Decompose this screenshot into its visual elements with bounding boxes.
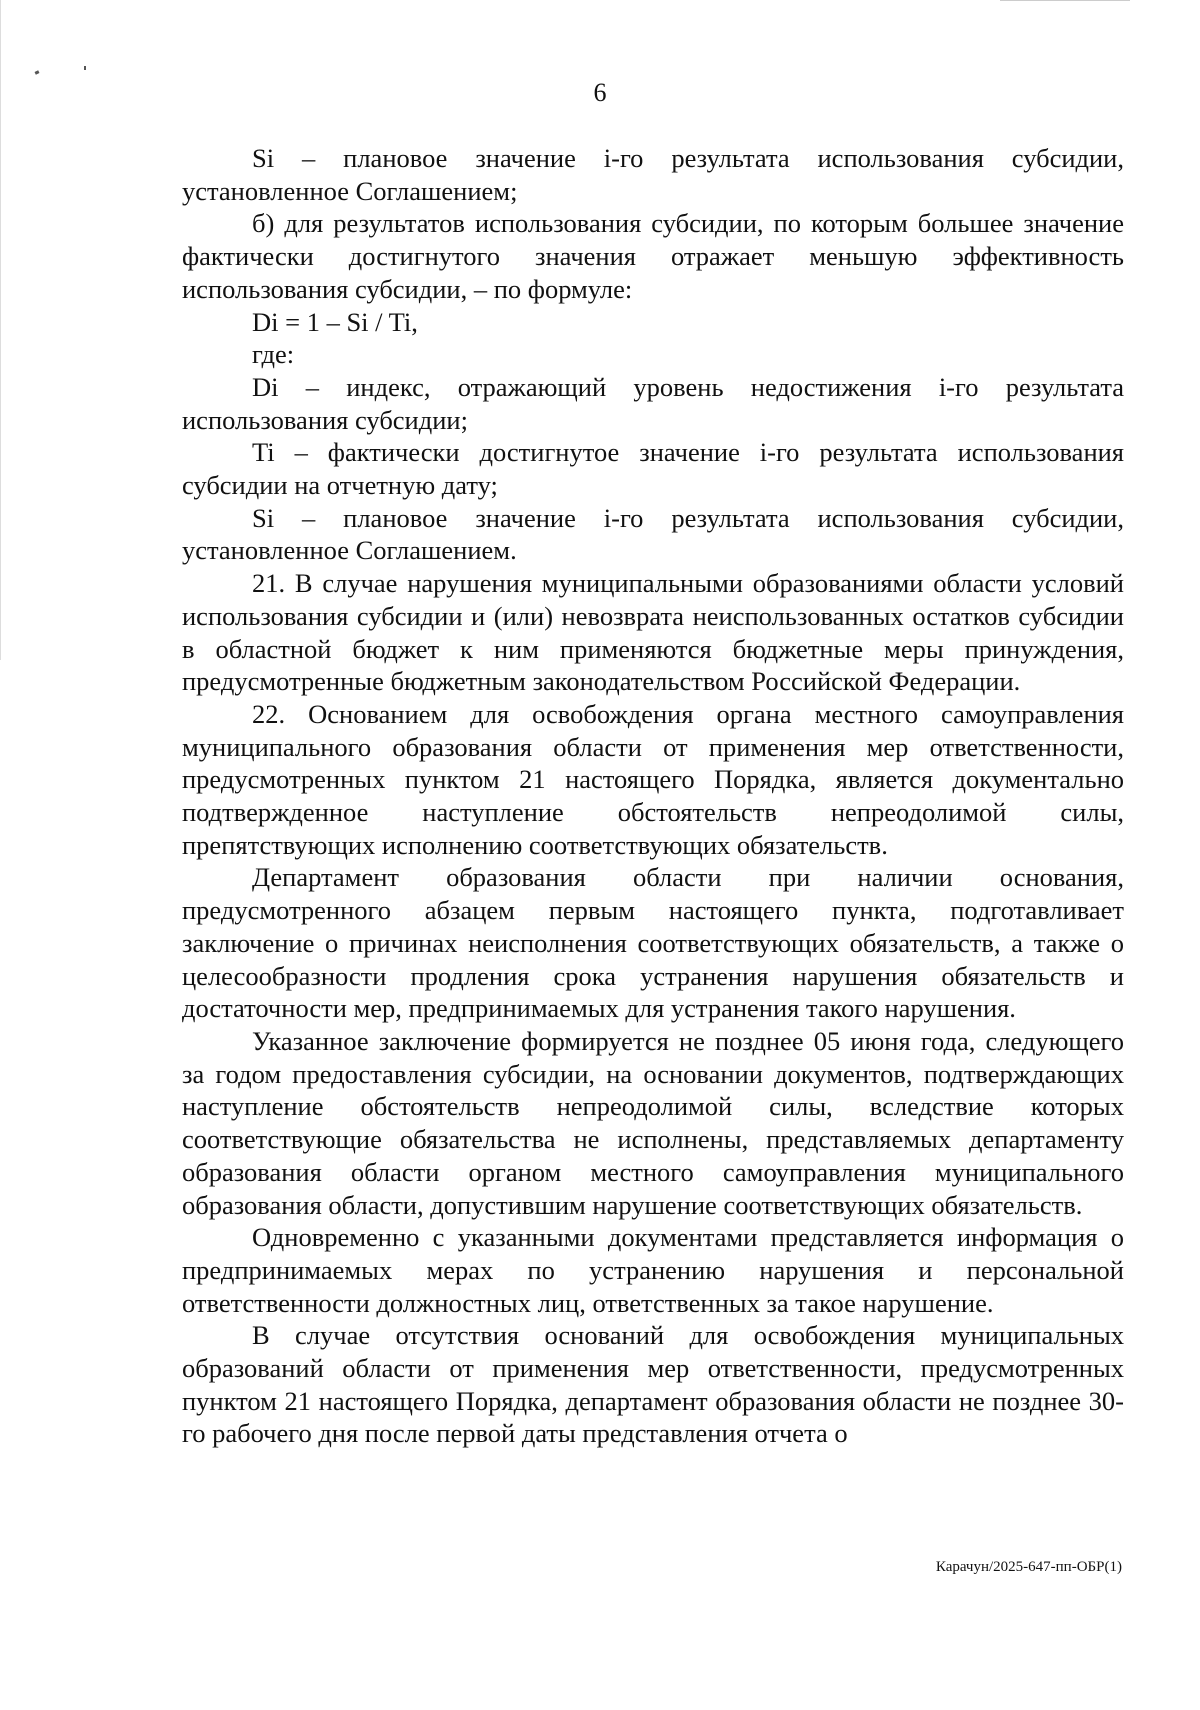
scan-edge-line bbox=[1000, 0, 1130, 1]
paragraph-si-definition: Si – плановое значение i-го результата использования субсидии, установленное Соглашением; bbox=[182, 143, 1124, 206]
page-number: 6 bbox=[593, 78, 607, 107]
paragraph-formula: Di = 1 – Si / Ti, bbox=[252, 306, 418, 337]
paragraph-where: где: bbox=[252, 339, 295, 370]
paragraph-si-definition-2: Si – плановое значение i-го результата использования субсидии, установленное Соглашением. bbox=[182, 502, 1124, 566]
paragraph-absence-of-grounds: В случае отсутствия оснований для освобождения муниципальных образований области от применения мер ответственности, предусмотренных пунктом 21 настоящего Порядка, департамент образования области не позднее 30-го рабочего дня после первой даты представления отчета о bbox=[182, 1320, 1124, 1449]
paragraph-conclusion-deadline: Указанное заключение формируется не позднее 05 июня года, следующего за годом предоставления субсидии, на основании документов, подтверждающих наступление обстоятельств непреодолимой силы, вследствие которых соответствующие обязательства не исполнены, представляемых департаменту образования области органом местного самоуправления муниципального образования области, допустившим нарушение соответствующих обязательств. bbox=[182, 1025, 1124, 1220]
document-body bbox=[182, 142, 1124, 1450]
paragraph-ti-definition: Ti – фактически достигнутое значение i-го результата использования субсидии на отчетную дату; bbox=[182, 437, 1124, 501]
scan-speck bbox=[84, 66, 86, 70]
paragraph-additional-info: Одновременно с указанными документами представляется информация о предпринимаемых мерах по устранению нарушения и персональной ответственности должностных лиц, ответственных за такое нарушение. bbox=[182, 1222, 1124, 1318]
paragraph-clause-21: 21. В случае нарушения муниципальными образованиями области условий использования субсидии и (или) невозврата неиспользованных остатков субсидии в областной бюджет к ним применяются бюджетные меры принуждения, предусмотренные бюджетным законодательством Российской Федерации. bbox=[182, 568, 1124, 697]
scan-speck bbox=[35, 70, 40, 74]
paragraph-clause-22: 22. Основанием для освобождения органа местного самоуправления муниципального образования области от применения мер ответственности, предусмотренных пунктом 21 настоящего Порядка, является документально подтвержденное наступление обстоятельств непреодолимой силы, препятствующих исполнению соответствующих обязательств. bbox=[182, 698, 1124, 860]
paragraph-di-definition: Di – индекс, отражающий уровень недостижения i-го результата использования субсидии; bbox=[182, 371, 1124, 435]
paragraph-formula-intro: б) для результатов использования субсидии, по которым большее значение фактически достигнутого значения отражает меньшую эффективность использования субсидии, – по формуле: bbox=[182, 208, 1124, 304]
paragraph-department-conclusion: Департамент образования области при наличии основания, предусмотренного абзацем первым настоящего пункта, подготавливает заключение о причинах неисполнения соответствующих обязательств, а также о целесообразности продления срока устранения нарушения обязательств и достаточности мер, предпринимаемых для устранения такого нарушения. bbox=[182, 862, 1124, 1024]
document-footer-code: Карачун/2025-647-пп-ОБР(1) bbox=[935, 1559, 1122, 1575]
